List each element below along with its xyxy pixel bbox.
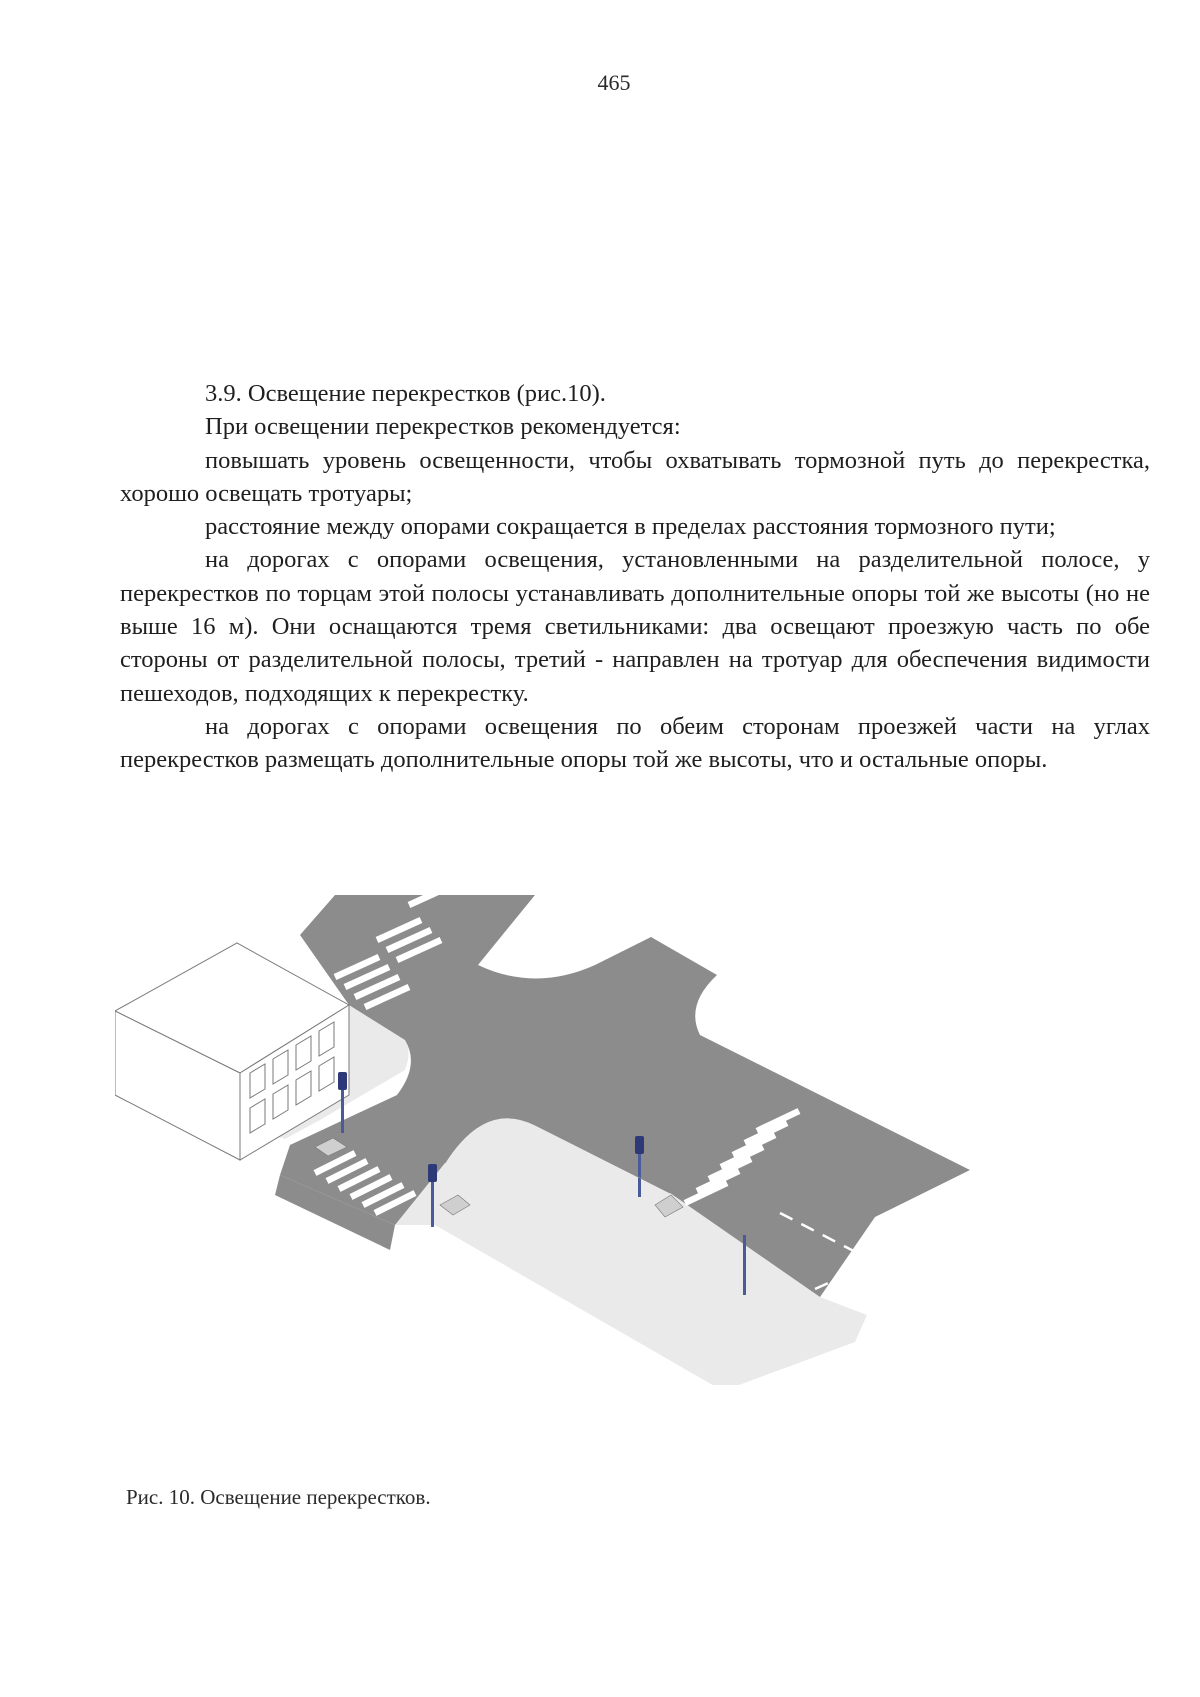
paragraph: повышать уровень освещенности, чтобы охватывать тормозной путь до перекрестка, хорошо освещать тротуары; [120, 446, 1150, 507]
paragraph: на дорогах с опорами освещения по обеим сторонам проезжей части на углах перекрестков размещать дополнительные опоры той же высоты, что и остальные опоры. [120, 712, 1150, 774]
intersection-drawing [115, 895, 1060, 1385]
body-text [120, 377, 1150, 777]
light-pole-4 [743, 1235, 746, 1295]
figure-caption: Рис. 10. Освещение перекрестков. [126, 1485, 431, 1509]
intersection-figure [115, 895, 1060, 1385]
paragraph: При освещении перекрестков рекомендуется: [205, 413, 681, 441]
paragraph: на дорогах с опорами освещения, установленными на разделительной полосе, у перекрестков по торцам этой полосы устанавливать дополнительные опоры той же высоты (но не выше 16 м). Они оснащаются тремя светильниками: два освещают проезжую часть по обе стороны от разделительной полосы, третий - направлен на тротуар для обеспечения видимости пешеходов, подходящих к перекрестку. [120, 546, 1150, 707]
page-number: 465 [597, 70, 631, 95]
paragraph: расстояние между опорами сокращается в пределах расстояния тормозного пути; [205, 513, 1056, 541]
section-heading: 3.9. Освещение перекрестков (рис.10). [205, 380, 606, 407]
